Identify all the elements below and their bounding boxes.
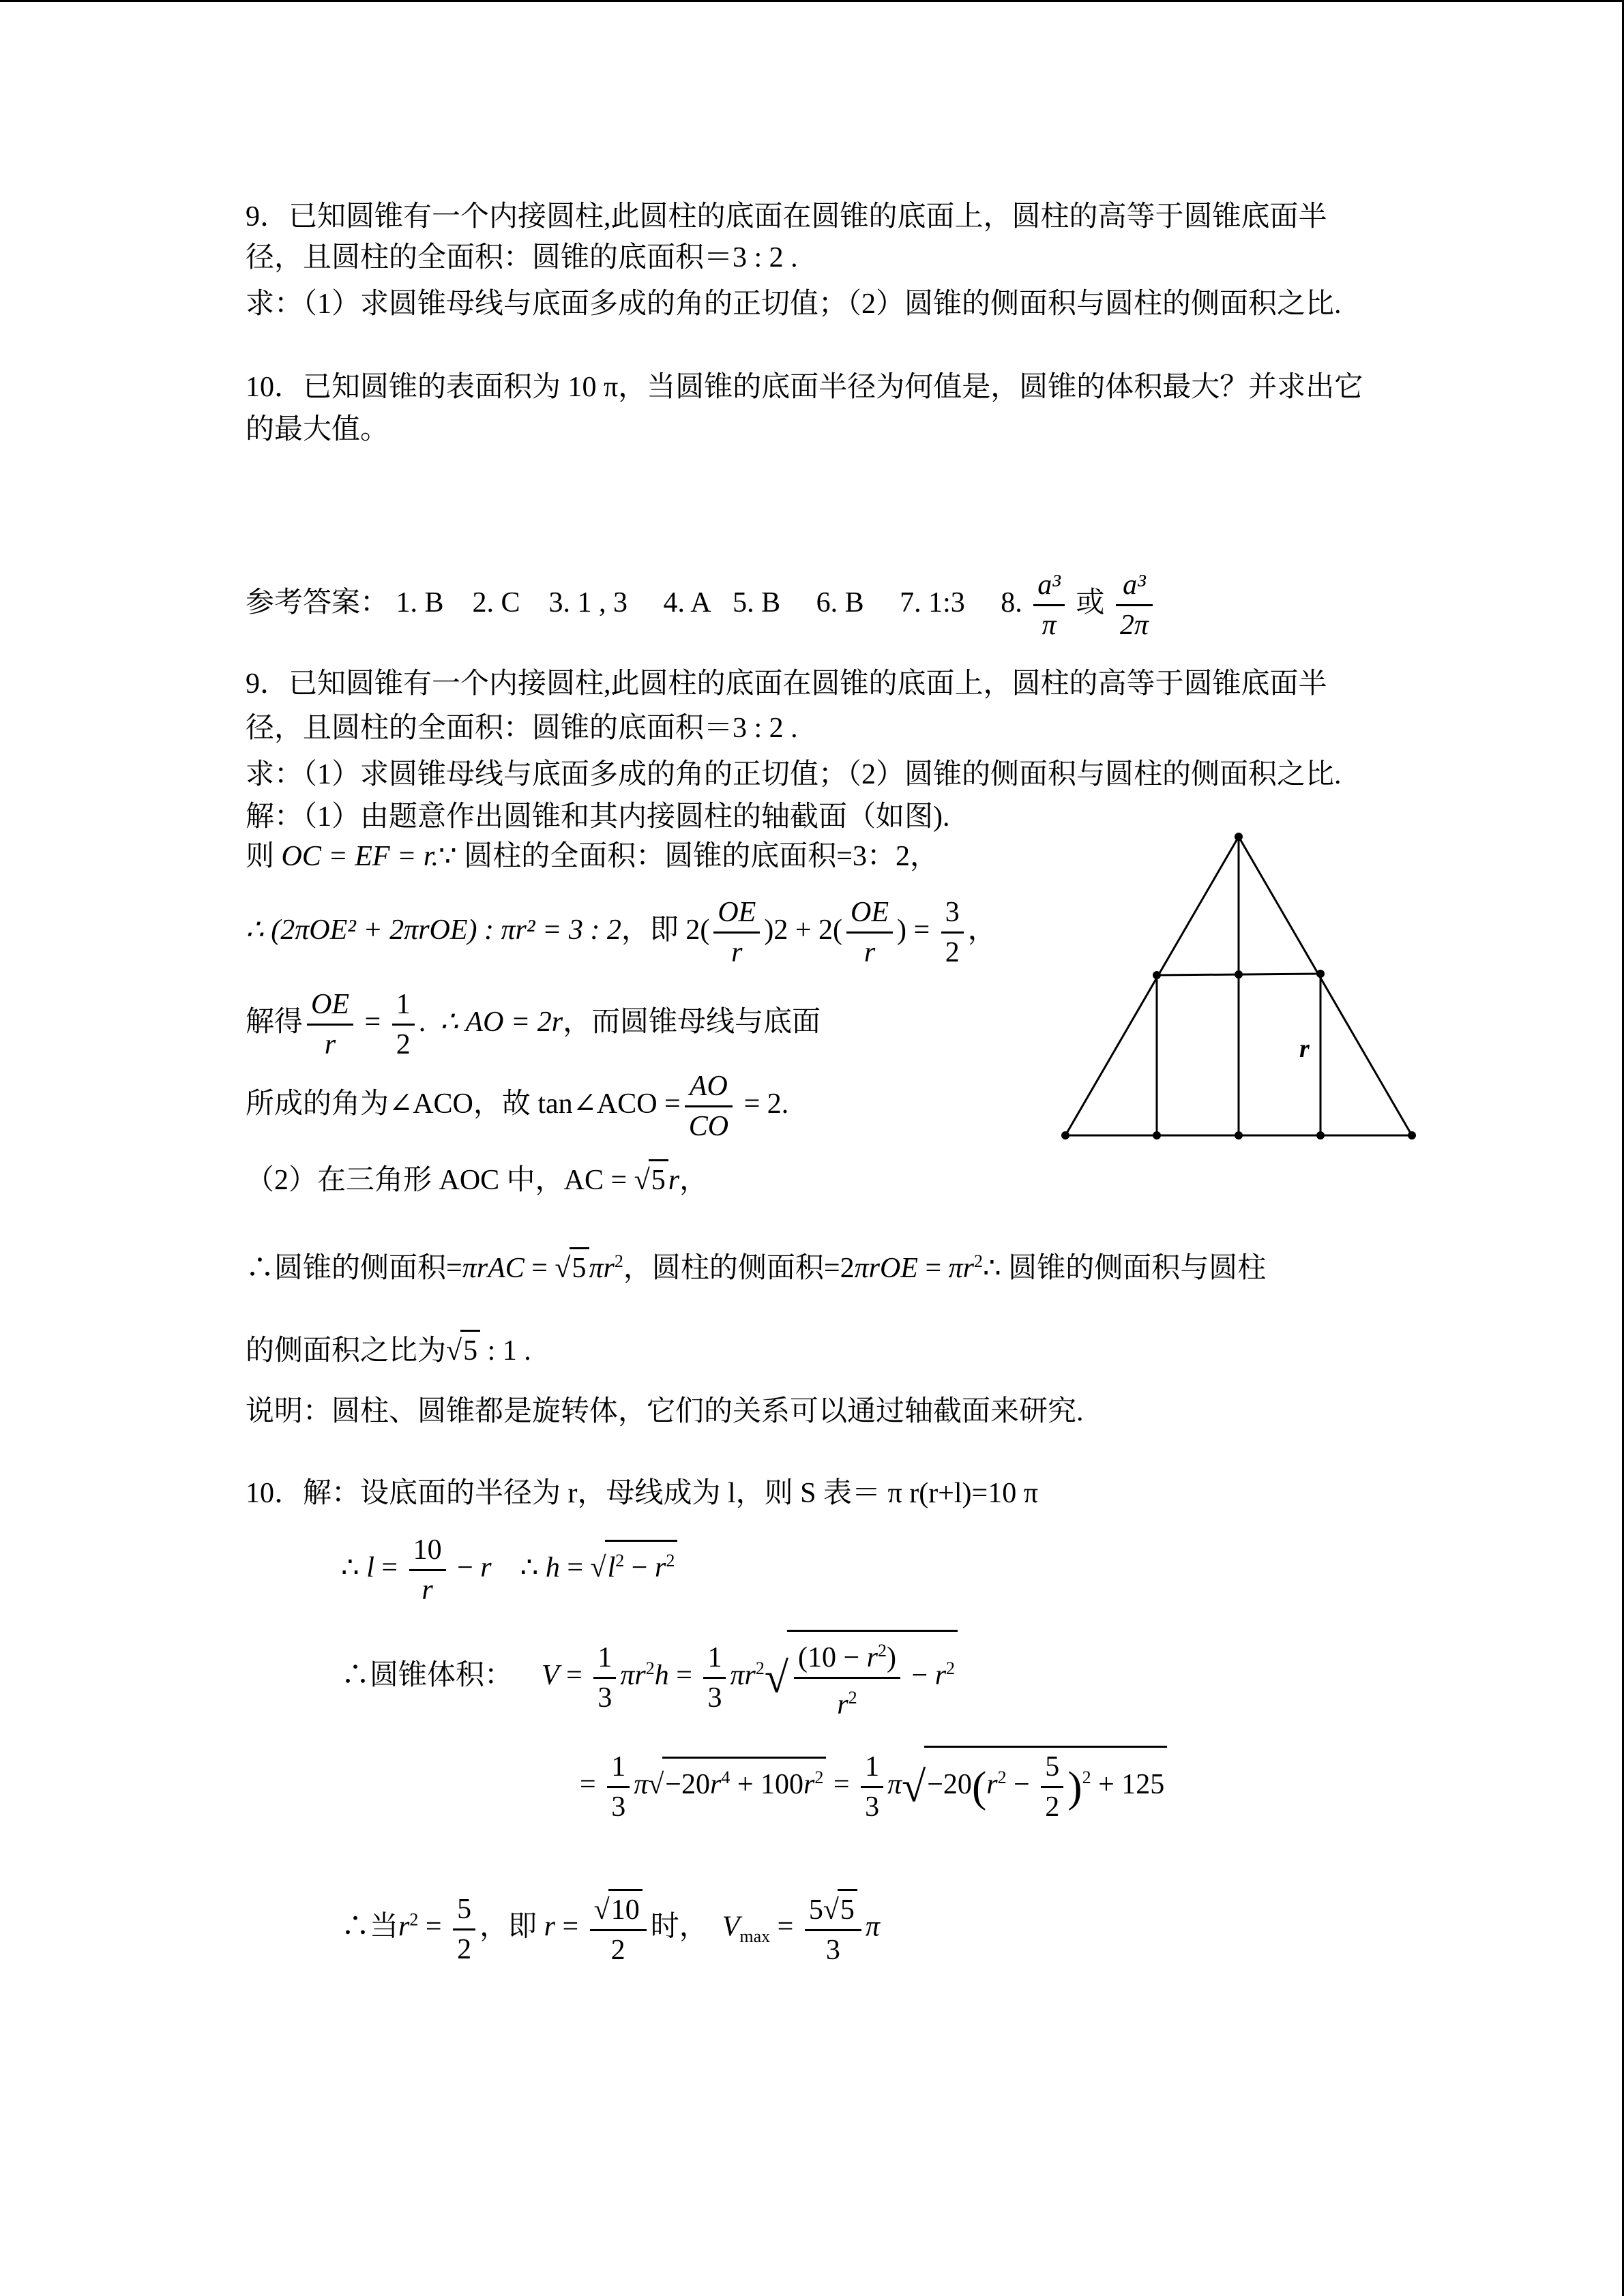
sol10-line4: = $\frac{1}{3}$ $\pi√-20r^4 + 100r^2$ = $\frac{1}{3}$ $\pi√-20(r^2$ − $\frac{5}{2}$ )$^2$ + 125	[580, 1746, 1167, 1826]
answer-3: 3. 1 , 3	[548, 587, 628, 619]
base-p2-point	[1153, 1131, 1161, 1139]
sol9-note: 说明：圆柱、圆锥都是旋转体，它们的关系可以通过轴截面来研究.	[246, 1396, 1084, 1427]
sol10-line1: 10．解：设底面的半径为 r，母线成为 l，则 S 表＝ π r(r+l)=10 π	[246, 1478, 1038, 1509]
base-right-point	[1408, 1131, 1416, 1139]
sol10-line5: ∴当$r^2$ = $\frac{5}{2}$ ，即 r = $\frac{√10}{2}$ 时， $V_{max}$ = $\frac{5√5}{3}$ π	[341, 1889, 880, 1969]
base-center-point	[1235, 1131, 1243, 1139]
q9-line2: 径，且圆柱的全面积：圆锥的底面积＝3 : 2 .	[246, 242, 798, 273]
sol10-line3: ∴圆锥体积： V = $\frac{1}{3}$ $\pi r^2h$ = $\frac{1}{3}$ $\pi r^2√$ $\frac{(10 - r^2)}{r^2}$ − $r^2$	[341, 1630, 958, 1724]
answer8-frac2: $\frac{\text{a³}}{2\pi}$	[1116, 566, 1153, 644]
sol10-line2: ∴ l = $\frac{10}{r}$ − r ∴ $h = √l^2 - r^2$	[341, 1531, 677, 1609]
cone-cylinder-figure	[1050, 825, 1432, 1146]
base-p4-point	[1316, 1131, 1325, 1139]
cylinder-top-right-point	[1316, 970, 1325, 978]
sol9-line3: 求：（1）求圆锥母线与底面多成的角的正切值；（2）圆锥的侧面积与圆柱的侧面积之比.	[246, 759, 1342, 790]
answer-4: 4. A	[663, 587, 711, 619]
answer8-or: 或	[1076, 587, 1105, 619]
cone-left-slant	[1065, 837, 1239, 1135]
cone-right-slant	[1239, 837, 1412, 1135]
q10-line1: 10．已知圆锥的表面积为 10 π，当圆锥的底面半径为何值是，圆锥的体积最大？并求出它	[246, 372, 1363, 403]
sol9-line7: 解得 $\frac{OE}{r}$ = $\frac{1}{2}$ . ∴ AO = 2r，而圆锥母线与底面	[246, 985, 821, 1064]
sol9-line11: 的侧面积之比为√5 : 1 .	[246, 1330, 531, 1370]
sol9-line5: 则 OC = EF = r.∵ 圆柱的全面积：圆锥的底面积=3：2，	[246, 841, 939, 872]
answer8-frac1: $\frac{\text{a³}}{\pi}$	[1033, 566, 1065, 644]
q9-line3: 求：（1）求圆锥母线与底面多成的角的正切值；（2）圆锥的侧面积与圆柱的侧面积之比.	[246, 288, 1342, 320]
sol9-line9: （2）在三角形 AOC 中，AC = √5r，	[246, 1159, 708, 1199]
page-top-border	[0, 0, 1624, 2]
answer-6: 6. B	[816, 587, 864, 619]
sol9-line8: 所成的角为∠ACO，故 tan∠ACO = $\frac{AO}{CO}$ = 2.	[246, 1067, 788, 1146]
cylinder-top-left-point	[1153, 971, 1161, 979]
answer-2: 2. C	[472, 587, 520, 619]
answer-8: 8.	[1001, 587, 1022, 619]
sol9-line6: ∴ (2πOE² + 2πrOE) : πr² = 3 : 2，即 2( $\frac{OE}{r}$ )2 + 2( $\frac{OE}{r}$ ) = $\frac{3}{2}$ ，	[246, 893, 996, 972]
answers-line	[246, 566, 1157, 644]
sol9-line10: ∴圆锥的侧面积$=\pi rAC = √5\pi r^2$，圆柱的侧面积$=2\pi rOE = \pi r^2\therefore$ 圆锥的侧面积与圆柱	[246, 1242, 1266, 1287]
q10-line2: 的最大值。	[246, 414, 389, 445]
answer-1: 1. B	[396, 587, 444, 619]
answer-5: 5. B	[733, 587, 781, 619]
vertex-point	[1235, 833, 1243, 841]
sol9-line4: 解：（1）由题意作出圆锥和其内接圆柱的轴截面（如图).	[246, 801, 950, 833]
sol9-line1: 9．已知圆锥有一个内接圆柱,此圆柱的底面在圆锥的底面上，圆柱的高等于圆锥底面半	[246, 668, 1327, 700]
answers-prefix: 参考答案：	[246, 587, 389, 619]
sol9-line2: 径，且圆柱的全面积：圆锥的底面积＝3 : 2 .	[246, 713, 798, 744]
figure-r-label: r	[1299, 1034, 1310, 1063]
answer-7: 7. 1:3	[900, 587, 965, 619]
q9-line1: 9．已知圆锥有一个内接圆柱,此圆柱的底面在圆锥的底面上，圆柱的高等于圆锥底面半	[246, 201, 1327, 233]
cylinder-top-mid-point	[1235, 970, 1243, 979]
base-left-point	[1061, 1131, 1069, 1139]
